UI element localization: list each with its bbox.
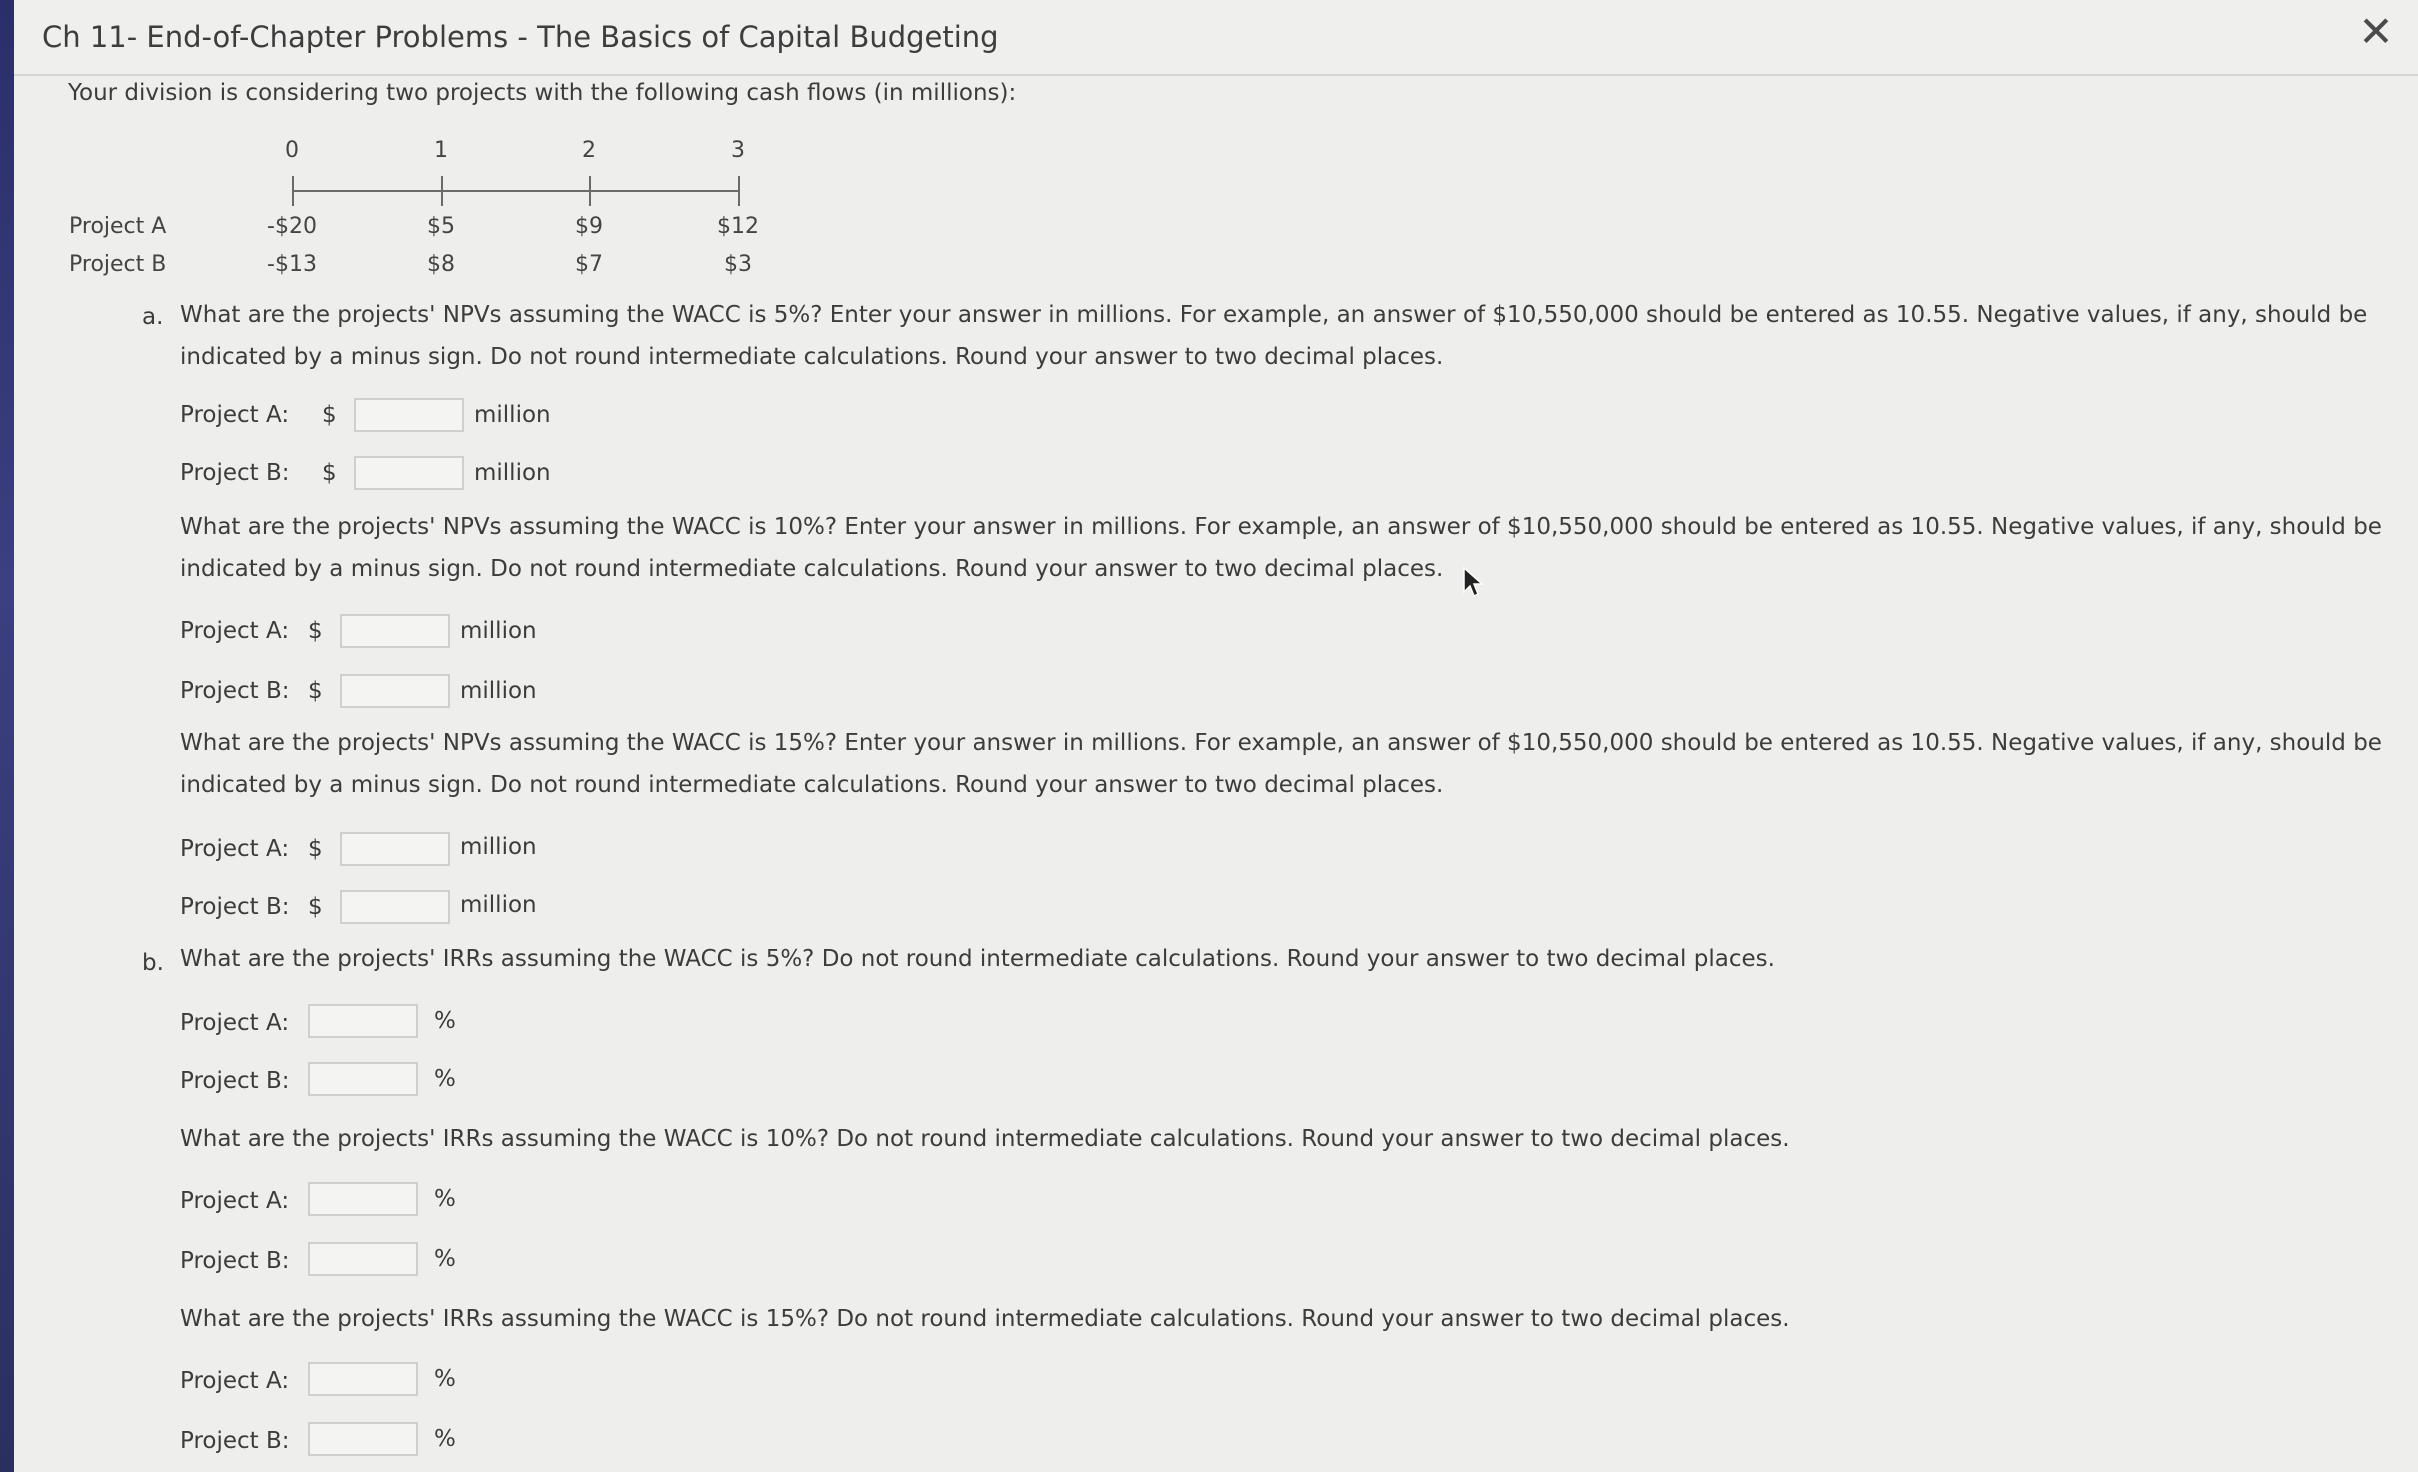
million-unit: million [460, 892, 537, 918]
question-line: What are the projects' NPVs assuming the WACC is 15%? Enter your answer in millions. For example, an answer of $10,550,000 should be entered as 10.55. Negative values, if any, should be [180, 730, 2382, 756]
project-a-row-label: Project A [69, 214, 167, 239]
dollar-sign: $ [308, 618, 323, 644]
percent-unit: % [434, 1366, 456, 1392]
irr-question-5: What are the projects' IRRs assuming the WACC is 5%? Do not round intermediate calculations. Round your answer to two decimal places. [180, 946, 1775, 972]
project-b-label: Project B: [180, 1068, 290, 1094]
intro-text: Your division is considering two projects with the following cash flows (in millions): [68, 80, 1017, 106]
project-b-label: Project B: [180, 1248, 290, 1274]
project-a-label: Project A: [180, 1368, 290, 1394]
dollar-sign: $ [308, 678, 323, 704]
problem-dialog [14, 0, 2418, 1472]
dollar-sign: $ [322, 402, 337, 428]
project-b-row-label: Project B [69, 252, 167, 277]
cash-flow-value: $3 [724, 252, 752, 277]
million-unit: million [460, 834, 537, 860]
million-unit: million [474, 460, 551, 486]
percent-unit: % [434, 1066, 456, 1092]
mouse-pointer-icon [1462, 566, 1484, 598]
project-b-label: Project B: [180, 894, 290, 920]
cash-flow-value: $9 [575, 214, 603, 239]
project-a-label: Project A: [180, 836, 290, 862]
million-unit: million [460, 618, 537, 644]
cash-flow-value: $8 [427, 252, 455, 277]
irr-15-project-a-input[interactable] [308, 1362, 418, 1396]
timeline-tick [589, 176, 591, 206]
cash-flow-value: -$13 [267, 252, 317, 277]
question-line: indicated by a minus sign. Do not round intermediate calculations. Round your answer to two decimal places. [180, 344, 1444, 370]
npv-15-project-a-input[interactable] [340, 832, 450, 866]
project-a-label: Project A: [180, 618, 290, 644]
million-unit: million [460, 678, 537, 704]
npv-10-project-a-input[interactable] [340, 614, 450, 648]
timeline-tick [292, 176, 294, 206]
project-a-label: Project A: [180, 1010, 290, 1036]
million-unit: million [474, 402, 551, 428]
percent-unit: % [434, 1186, 456, 1212]
question-line: What are the projects' NPVs assuming the WACC is 10%? Enter your answer in millions. For example, an answer of $10,550,000 should be entered as 10.55. Negative values, if any, should be [180, 514, 2382, 540]
npv-question-5 [180, 294, 2418, 378]
period-label: 0 [285, 138, 299, 163]
percent-unit: % [434, 1246, 456, 1272]
irr-10-project-b-input[interactable] [308, 1242, 418, 1276]
part-b-marker: b. [142, 950, 164, 976]
npv-10-project-b-input[interactable] [340, 674, 450, 708]
question-line: What are the projects' NPVs assuming the WACC is 5%? Enter your answer in millions. For example, an answer of $10,550,000 should be entered as 10.55. Negative values, if any, should be [180, 302, 2368, 328]
timeline-axis [292, 190, 738, 192]
percent-unit: % [434, 1426, 456, 1452]
period-label: 1 [434, 138, 448, 163]
close-icon[interactable]: ✕ [2358, 7, 2394, 56]
project-a-label: Project A: [180, 402, 290, 428]
timeline-tick [738, 176, 740, 206]
dialog-titlebar [14, 0, 2418, 76]
irr-question-15: What are the projects' IRRs assuming the WACC is 15%? Do not round intermediate calculations. Round your answer to two decimal places. [180, 1306, 1790, 1332]
irr-5-project-a-input[interactable] [308, 1004, 418, 1038]
dialog-title: Ch 11- End-of-Chapter Problems - The Basics of Capital Budgeting [42, 20, 999, 54]
npv-5-project-a-input[interactable] [354, 398, 464, 432]
dollar-sign: $ [308, 894, 323, 920]
irr-15-project-b-input[interactable] [308, 1422, 418, 1456]
npv-15-project-b-input[interactable] [340, 890, 450, 924]
irr-5-project-b-input[interactable] [308, 1062, 418, 1096]
npv-question-15 [180, 722, 2418, 806]
irr-10-project-a-input[interactable] [308, 1182, 418, 1216]
question-line: indicated by a minus sign. Do not round intermediate calculations. Round your answer to two decimal places. [180, 772, 1444, 798]
percent-unit: % [434, 1008, 456, 1034]
dollar-sign: $ [308, 836, 323, 862]
project-b-label: Project B: [180, 1428, 290, 1454]
question-line: indicated by a minus sign. Do not round intermediate calculations. Round your answer to two decimal places. [180, 556, 1444, 582]
cash-flow-value: $12 [717, 214, 759, 239]
cash-flow-value: $5 [427, 214, 455, 239]
npv-question-10 [180, 506, 2418, 590]
period-label: 2 [582, 138, 596, 163]
background-window-edge [0, 0, 14, 1472]
period-label: 3 [731, 138, 745, 163]
irr-question-10: What are the projects' IRRs assuming the WACC is 10%? Do not round intermediate calculations. Round your answer to two decimal places. [180, 1126, 1790, 1152]
dollar-sign: $ [322, 460, 337, 486]
project-b-label: Project B: [180, 678, 290, 704]
project-b-label: Project B: [180, 460, 290, 486]
timeline-tick [441, 176, 443, 206]
npv-5-project-b-input[interactable] [354, 456, 464, 490]
part-a-marker: a. [142, 304, 164, 330]
cash-flow-value: $7 [575, 252, 603, 277]
project-a-label: Project A: [180, 1188, 290, 1214]
cash-flow-value: -$20 [267, 214, 317, 239]
